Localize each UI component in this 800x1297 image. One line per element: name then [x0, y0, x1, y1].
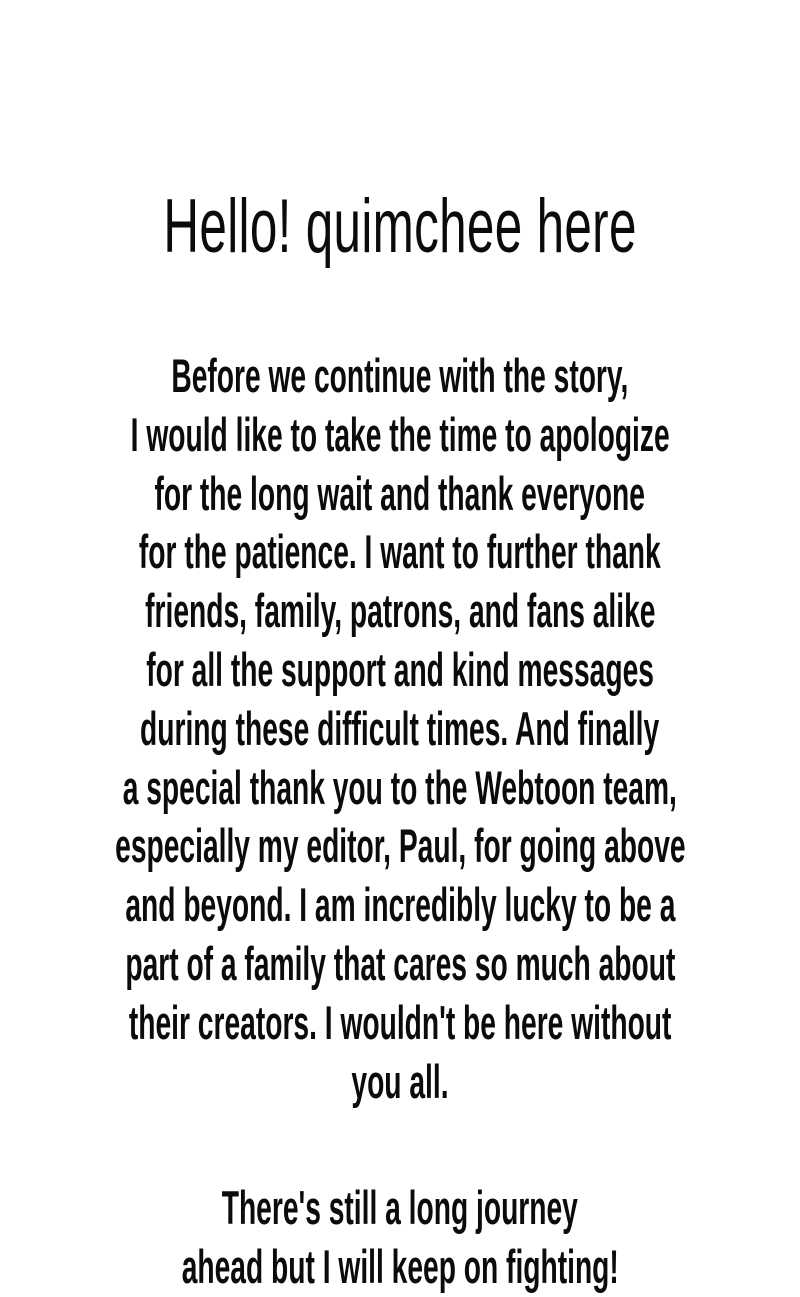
creator-note-line: I would like to take the time to apologize: [130, 407, 670, 461]
creator-note-line: and beyond. I am incredibly lucky to be a: [124, 878, 676, 932]
creator-note-line: their creators. I wouldn't be here without: [128, 995, 672, 1049]
creator-note-line: especially my editor, Paul, for going above: [114, 819, 686, 873]
note-line-row: [0, 700, 800, 759]
creator-note-line: for the long wait and thank everyone: [154, 466, 646, 520]
creator-note-title-row: [0, 184, 800, 269]
note-line-row: [0, 582, 800, 641]
creator-note-line: ahead but I will keep on fighting!: [181, 1239, 619, 1293]
note-line-row: [0, 523, 800, 582]
note-line-row: [0, 1053, 800, 1112]
note-line-row: [0, 1179, 800, 1238]
creator-note-line: friends, family, patrons, and fans alike: [144, 584, 656, 638]
creator-note-line: for the patience. I want to further thank: [139, 525, 661, 579]
creator-note-paragraph-2: [0, 1179, 800, 1297]
creator-note-line: during these difficult times. And finally: [140, 701, 660, 755]
creator-note-paragraph-1: [0, 347, 800, 1111]
creator-note-line: you all.: [351, 1054, 449, 1108]
creator-note-title: Hello! quimchee here: [163, 184, 637, 269]
note-line-row: [0, 876, 800, 935]
creator-note-line: a special thank you to the Webtoon team,: [122, 760, 678, 814]
creator-note-line: There's still a long journey: [221, 1181, 579, 1234]
creator-note-line: for all the support and kind messages: [146, 642, 654, 696]
note-line-row: [0, 406, 800, 465]
note-line-row: [0, 935, 800, 994]
creator-note-line: part of a family that cares so much about: [124, 936, 676, 990]
note-line-row: [0, 994, 800, 1053]
note-line-row: [0, 347, 800, 406]
note-line-row: [0, 465, 800, 524]
note-line-row: [0, 1238, 800, 1297]
note-line-row: [0, 817, 800, 876]
note-line-row: [0, 759, 800, 818]
creator-note-line: Before we continue with the story,: [171, 349, 629, 402]
note-line-row: [0, 641, 800, 700]
